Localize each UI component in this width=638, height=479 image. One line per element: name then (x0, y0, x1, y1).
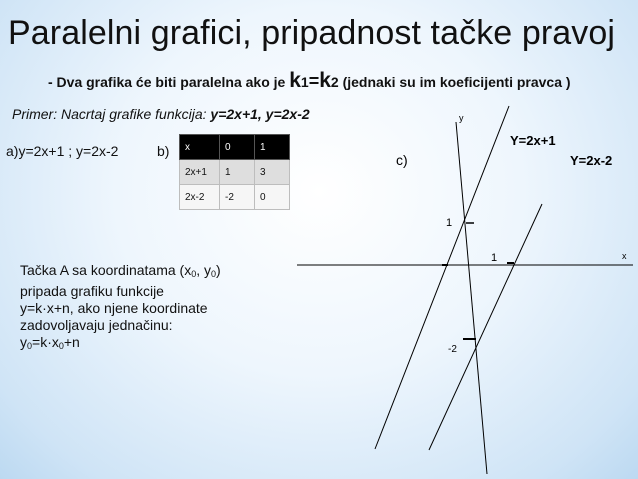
line-label-y-2x-plus-1: Y=2x+1 (510, 133, 556, 148)
example-prefix: Primer: Nacrtaj grafike funkcija: (12, 106, 211, 122)
subscript: 0 (191, 269, 197, 279)
table-cell: x (180, 135, 220, 160)
point-text: +n (63, 334, 80, 350)
table-cell: 1 (255, 135, 290, 160)
table-cell: 2x+1 (180, 160, 220, 185)
subscript: 0 (58, 341, 64, 351)
point-line-2: pripada grafiku funkcije (20, 283, 164, 299)
rule-prefix: - Dva grafika će biti paralelna ako je (48, 74, 290, 90)
tick-label-y-minus-2: -2 (448, 344, 457, 355)
rule-suffix: (jednaki su im koeficijenti pravca ) (338, 74, 571, 90)
k1-letter: k (289, 69, 301, 92)
tick-label-y-1: 1 (446, 217, 453, 229)
part-a: a)y=2x+1 ; y=2x-2 (6, 143, 119, 159)
example-functions: y=2x+1, y=2x-2 (210, 106, 310, 122)
y-axis-label: y (459, 113, 464, 123)
table-cell: 0 (220, 135, 255, 160)
part-b-label: b) (157, 143, 170, 159)
k2-subscript: 2 (330, 74, 339, 90)
graph-line-y-2x-minus-2 (429, 204, 542, 450)
table-cell: -2 (220, 185, 255, 210)
table-cell: 1 (220, 160, 255, 185)
table-cell: 2x-2 (180, 185, 220, 210)
k1-subscript: 1 (300, 74, 309, 90)
table-cell: 0 (255, 185, 290, 210)
graph-part-label: c) (396, 152, 408, 168)
x-axis-label: x (622, 251, 627, 261)
k2-letter: k (319, 69, 331, 92)
point-text: , y (196, 262, 211, 278)
point-text: Tačka A sa koordinatama (x (20, 262, 192, 278)
point-text: ) (216, 262, 221, 278)
point-line-4: zadovoljavaju jednačinu: (20, 317, 173, 333)
point-line-3: y=k·x+n, ako njene koordinate (20, 300, 208, 316)
subscript: 0 (27, 341, 33, 351)
table-cell: 3 (255, 160, 290, 185)
equals-sign: = (308, 71, 320, 91)
point-text: =k·x (32, 334, 59, 350)
point-text: y (20, 334, 27, 350)
slide-title: Paralelni grafici, pripadnost tačke pravoj (8, 14, 616, 52)
subscript: 0 (211, 269, 217, 279)
tick-label-x-1: 1 (491, 252, 498, 264)
line-label-y-2x-minus-2: Y=2x-2 (570, 153, 613, 168)
